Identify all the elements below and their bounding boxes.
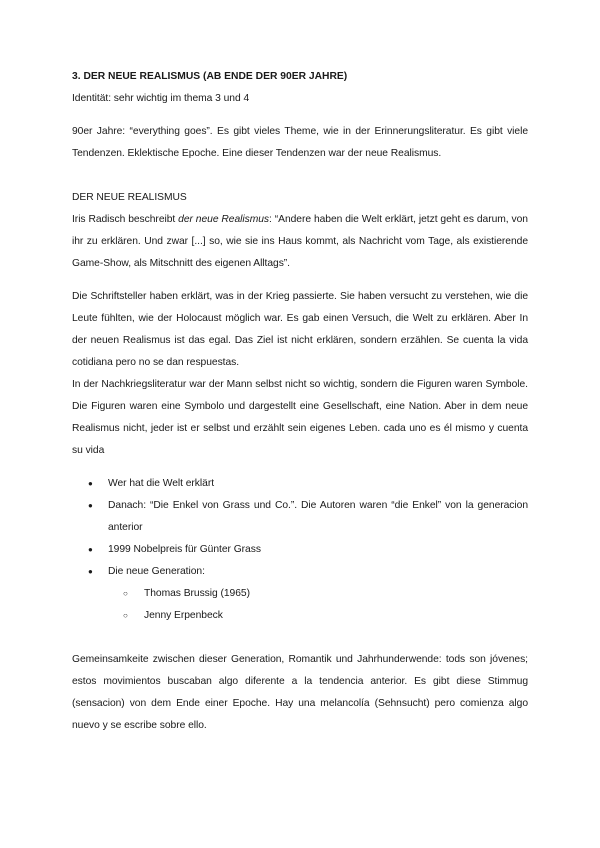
radisch-quote-paragraph: [72, 209, 528, 275]
spacer: [72, 275, 528, 286]
bullet-item-with-sublist: [72, 561, 528, 627]
bullet-item: ● Wer hat die Welt erklärt: [72, 473, 528, 495]
section-title: 3. DER NEUE REALISMUS (AB ENDE DER 90ER JAHRE): [72, 71, 348, 82]
sub-bullet-list: [108, 583, 528, 627]
writers-paragraph: Die Schriftsteller haben erklärt, was in der Krieg passierte. Sie haben versucht zu verstehen, wie die Leute fühlten, wie der Holocaust möglich war. Es gab einen Versuch, die Welt zu erklären. Aber In der neuen Realismus ist das egal. Das Ziel ist nicht erklären, sondern erzählen. Se cuenta la vida cotidiana pero no se dan respuestas.: [72, 291, 528, 368]
subsection-heading: DER NEUE REALISMUS: [72, 192, 187, 203]
bullet-item-label: Die neue Generation:: [108, 566, 205, 577]
quote-term: der neue Realismus: [178, 214, 270, 225]
intro-paragraph: 90er Jahre: “everything goes”. Es gibt vieles Theme, wie in der Erinnerungsliteratur. Es gibt viele Tendenzen. Eklektische Epoche. Eine dieser Tendenzen war der neue Realismus.: [72, 126, 528, 159]
bullet-item: ● 1999 Nobelpreis für Günter Grass: [72, 539, 528, 561]
quote-lead: Iris Radisch beschreibt: [72, 214, 179, 225]
bullet-item: ● Danach: “Die Enkel von Grass und Co.”. Die Autoren waren “die Enkel” von la generacion anterior: [72, 495, 528, 539]
bullet-list: [72, 473, 528, 627]
spacer: [72, 110, 528, 121]
common-features-paragraph: Gemeinsamkeite zwischen dieser Generation, Romantik und Jahrhunderwende: tods son jóvenes; estos movimientos buscaban algo diferente a la tendencia anterior. Es gibt diese Stimmug (sensacion) von dem Ende einer Epoche. Hay una melancolía (Sehnsucht) pero comienza algo nuevo y se escribe sobre ello.: [72, 654, 528, 731]
spacer: [72, 462, 528, 473]
quote-rest: : “Andere haben die Welt erklärt, jetzt geht es darum, von ihr zu erklären. Und zwar [...] so, wie sie ins Haus kommt, als Nachricht vom Tage, als existierende Game-Show, als Mitschnitt des eigenen Alltags”.: [72, 214, 528, 269]
sub-bullet-item: ○ Thomas Brussig (1965): [108, 583, 528, 605]
spacer: [72, 165, 528, 187]
identity-note: Identität: sehr wichtig im thema 3 und 4: [72, 93, 250, 104]
document-body: [72, 66, 528, 737]
postwar-paragraph: In der Nachkriegsliteratur war der Mann selbst nicht so wichtig, sondern die Figuren waren Symbole. Die Figuren waren eine Symbolo und dargestellt eine Gesellschaft, eine Nation. Aber in dem neue Realismus nicht, jeder ist er selbst und erzählt sein eigenes Leben. cada uno es él mismo y cuenta su vida: [72, 379, 528, 456]
spacer: [72, 627, 528, 649]
sub-bullet-item: ○ Jenny Erpenbeck: [108, 605, 528, 627]
